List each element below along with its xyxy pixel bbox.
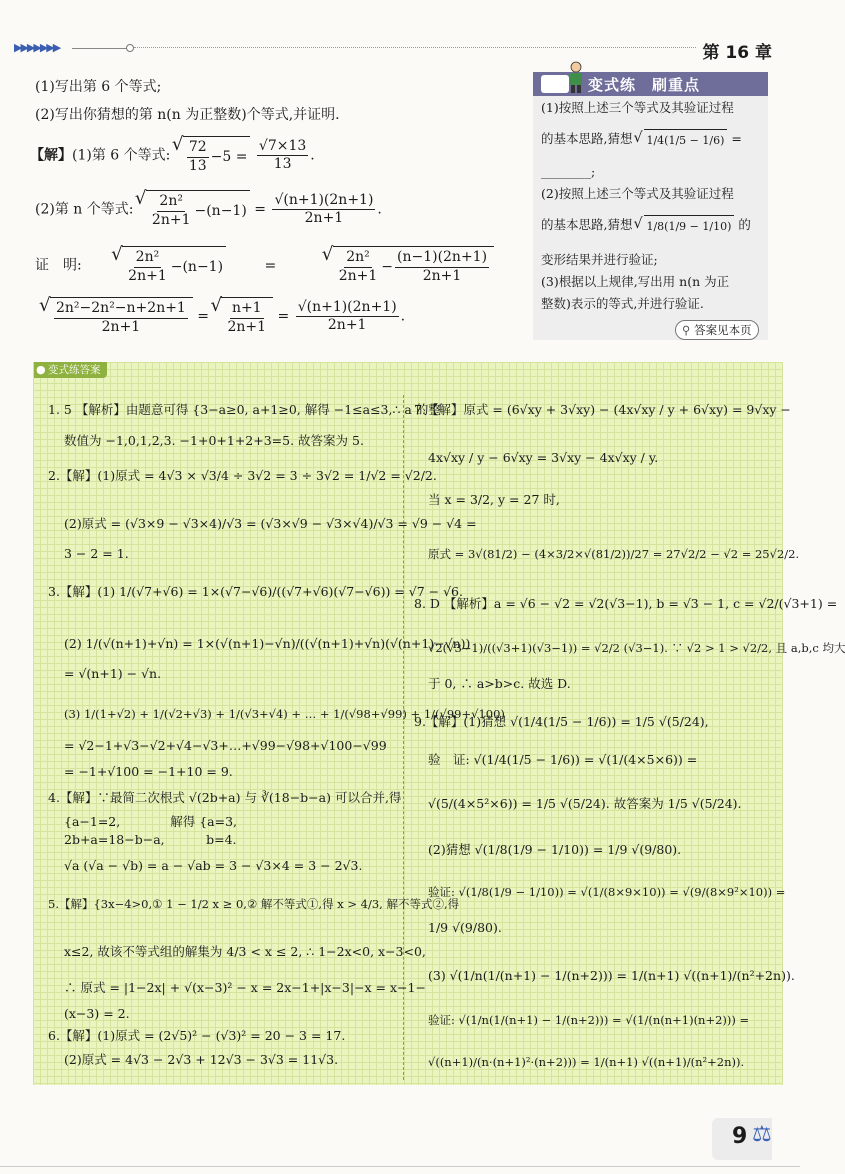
answer-9-line-9: √((n+1)/(n·(n+1)²·(n+2))) = 1/(n+1) √((n+1)/(n²+2n)). [428,1055,745,1069]
side-box-title: 变式练 刷重点 [588,76,701,94]
equals-sign: = [731,131,742,146]
proof-1-rest: −(n−1) [170,259,224,275]
answer-7-line-4: 原式 = 3√(81/2) − (4×3/2×√(81/2))/27 = 27√2/2 − √2 = 25√2/2. [428,547,800,561]
answer-3-line-5: = √2−1+√3−√2+√4−√3+…+√99−√98+√100−√99 [64,738,387,753]
side-q2-lead: 的基本思路,猜想 [541,217,633,232]
answer-8-line-2: √2(√3−1)/((√3+1)(√3−1)) = √2/2 (√3−1). ∵ √2 > 1 > √2/2, 且 a,b,c 均大 [428,641,845,655]
answer-8-line-1: 8. D 【解析】a = √6 − √2 = √2(√3−1), b = √3 − 1, c = √2/(√3+1) = [414,596,838,611]
side-q1-line2 [541,129,763,150]
solution-label: 【解】 [30,147,72,164]
proof-line-1 [35,246,544,285]
bottom-rule [0,1166,800,1167]
answer-2-line-3: 3 − 2 = 1. [64,546,129,561]
side-q1-expr: √ 1/4(1/5 − 1/6) [644,129,727,149]
pin-icon: ● [36,363,46,376]
proof-label: 证 明: [35,257,82,274]
side-q2-tail: 的 [738,217,751,232]
answer-3-line-2: (2) 1/(√(n+1)+√n) = 1×(√(n+1)−√n)/((√(n+1)+√n)(√(n+1)−√n)) [64,636,471,651]
lightbulb-icon: ⚲ [682,323,691,337]
student-figure-icon [565,60,587,94]
side-q2-line2 [541,215,763,236]
frac-num: √7×13 [257,138,308,157]
chapter-label: 第 16 章 [702,43,772,63]
answer-5-line-1: 5.【解】{3x−4>0,① 1 − 1/2 x ≥ 0,② 解不等式①,得 x > 4/3, 解不等式②,得 [48,897,460,911]
variant-practice-box [533,72,768,340]
page-number: 9 [732,1124,748,1149]
question-1: (1)写出第 6 个等式; [35,79,162,95]
answer-8-line-3: 于 0, ∴ a>b>c. 故选 D. [428,676,571,691]
frac-num: √(n+1)(2n+1) [296,299,399,318]
frac-den: 2n+1 [304,210,344,226]
answer-1-line-2: 数值为 −1,0,1,2,3. −1+0+1+2+3=5. 故答案为 5. [64,433,364,448]
side-q2-expr: √ 1/8(1/9 − 1/10) [644,215,734,235]
answer-3-line-3: = √(n+1) − √n. [64,666,162,681]
answer-3-line-4: (3) 1/(1+√2) + 1/(√2+√3) + 1/(√3+√4) + … + 1/(√98+√99) + 1/(√99+√100) [64,707,505,721]
solution-2-prefix: (2)第 n 个等式: [35,201,134,218]
solution-1-mid: −5 = [210,149,248,165]
answer-7-line-3: 当 x = 3/2, y = 27 时, [428,492,560,507]
frac-num: √(n+1)(2n+1) [272,192,375,211]
solution-line-1: 【解】(1)第 6 个等式: √ $\frac{72}{13}$ −5 = $\frac{√7\times 13}{13}$ . [30,136,315,175]
side-q2-line3: 变形结果并进行验证; [541,252,658,267]
header-rule-left [72,48,128,49]
answer-3-line-1: 3.【解】(1) 1/(√7+√6) = 1×(√7−√6)/((√7+√6)(√7−√6)) = √7 − √6. [48,584,463,599]
answer-6-line-1: 6.【解】(1)原式 = (2√5)² − (√3)² = 20 − 3 = 17. [48,1028,346,1043]
frac-num: √ 2n² [134,249,162,268]
minus-sign: − [381,259,393,275]
frac-den: 2n+1 [338,267,378,284]
frac-den: 2n+1 [327,317,367,333]
column-divider [403,395,404,1080]
period: . [400,308,406,325]
frac-den: 13 [273,156,292,172]
answer-7-line-1: 7.【解】原式 = (6√xy + 3√xy) − (4x√xy / y + 6√xy) = 9√xy − [414,402,791,417]
frac-num: √ 2n² [344,249,372,268]
answer-7-line-2: 4x√xy / y − 6√xy = 3√xy − 4x√xy / y. [428,450,659,465]
answer-9-line-3: √(5/(4×5²×6)) = 1/5 √(5/24). 故答案为 1/5 √(5/24). [428,796,742,811]
header-arrows-decoration: ▶▶▶▶▶▶▶ [14,41,60,54]
answer-5-line-3: ∴ 原式 = |1−2x| + √(x−3)² − x = 2x−1+|x−3|−x = x−1− [64,980,426,995]
sqrt-expr [50,297,193,336]
equals-sign: = [197,308,210,325]
frac-num: √ 72 [187,139,209,158]
answer-4-line-3: 2b+a=18−b−a, b=4. [64,832,237,847]
sqrt-expr [183,136,251,175]
side-q1-line1: (1)按照上述三个等式及其验证过程 [541,100,734,115]
answer-9-line-1: 9.【解】(1)猜想 √(1/4(1/5 − 1/6)) = 1/5 √(5/24), [414,714,709,729]
answer-3-line-6: = −1+√100 = −1+10 = 9. [64,764,233,779]
answer-2-line-1: 2.【解】(1)原式 = 4√3 × √3/4 ÷ 3√2 = 3 ÷ 3√2 = 1/√2 = √2/2. [48,468,437,483]
sqrt-expr [221,297,273,336]
answer-9-line-2: 验 证: √(1/4(1/5 − 1/6)) = √(1/(4×5×6)) = [428,752,698,767]
side-q3-line1: (3)根据以上规律,写出用 n(n 为正 [541,274,730,289]
frac-den: 2n+1 [128,267,167,284]
variant-practice-banner [533,72,768,96]
equals-sign: = [277,308,290,325]
answer-6-line-2: (2)原式 = 4√3 − 2√3 + 12√3 − 3√3 = 11√3. [64,1052,339,1067]
frac-num: √ 2n²−2n²−n+2n+1 [54,300,188,319]
answer-panel-tab: 变式练答案 [34,362,107,378]
solution-1-prefix: (1)第 6 个等式: [72,147,171,164]
frac-den: 13 [188,157,207,174]
header-circle-decoration [126,44,134,52]
answer-9-line-6: 1/9 √(9/80). [428,920,502,935]
answer-9-line-4: (2)猜想 √(1/8(1/9 − 1/10)) = 1/9 √(9/80). [428,842,682,857]
frac-den: 2n+1 [101,318,141,335]
frac-num: √ 2n² [157,193,185,212]
side-q1-lead: 的基本思路,猜想 [541,131,633,146]
period: . [377,201,382,218]
answer-on-this-page-link[interactable] [675,320,759,340]
answer-4-line-4: √a (√a − √b) = a − √ab = 3 − √3×4 = 3 − 2√3. [64,858,363,873]
solution-2-rest: −(n−1) [194,203,247,219]
frac-den: 2n+1 [422,267,462,284]
frac-den: 2n+1 [227,318,267,335]
question-2: (2)写出你猜想的第 n(n 为正整数)个等式,并证明. [35,107,340,123]
answer-5-line-4: (x−3) = 2. [64,1006,130,1021]
sqrt-expr [122,246,226,285]
solution-line-2 [35,190,382,229]
answer-9-line-8: 验证: √(1/n(1/(n+1) − 1/(n+2))) = √(1/(n(n+1)(n+2))) = [428,1013,750,1027]
answer-5-line-2: x≤2, 故该不等式组的解集为 4/3 < x ≤ 2, ∴ 1−2x<0, x−3<0, [64,944,426,959]
equals-sign: = [264,257,277,274]
answer-2-line-2: (2)原式 = (√3×9 − √3×4)/√3 = (√3×√9 − √3×√4)/√3 = √9 − √4 = [64,516,477,531]
sqrt-expr [146,190,250,229]
side-q1-blank: ________; [541,164,596,179]
side-q2-line1: (2)按照上述三个等式及其验证过程 [541,186,734,201]
answer-4-line-2: {a−1=2, 解得 {a=3, [64,814,238,829]
answer-4-line-1: 4.【解】∵最简二次根式 √(2b+a) 与 ∛(18−b−a) 可以合并,得 [48,790,402,805]
compass-icon: ⚖ [752,1122,772,1147]
answer-link-label: 答案见本页 [694,323,752,337]
answer-1-line-1: 1. 5 【解析】由题意可得 {3−a≥0, a+1≥0, 解得 −1≤a≤3,∴ a 的整 [48,402,441,417]
header-dotted-rule [134,47,696,48]
sqrt-expr [333,246,494,285]
frac-num: √ n+1 [230,300,264,319]
answer-9-line-7: (3) √(1/n(1/(n+1) − 1/(n+2))) = 1/(n+1) √((n+1)/(n²+2n)). [428,968,795,983]
proof-line-2 [42,297,405,336]
side-q3-line2: 整数)表示的等式,并进行验证. [541,296,704,311]
frac-num: (n−1)(2n+1) [395,249,489,268]
answer-9-line-5: 验证: √(1/8(1/9 − 1/10)) = √(1/(8×9×10)) = √(9/(8×9²×10)) = [428,885,786,899]
frac-den: 2n+1 [151,211,191,228]
equals-sign: = [254,201,266,218]
